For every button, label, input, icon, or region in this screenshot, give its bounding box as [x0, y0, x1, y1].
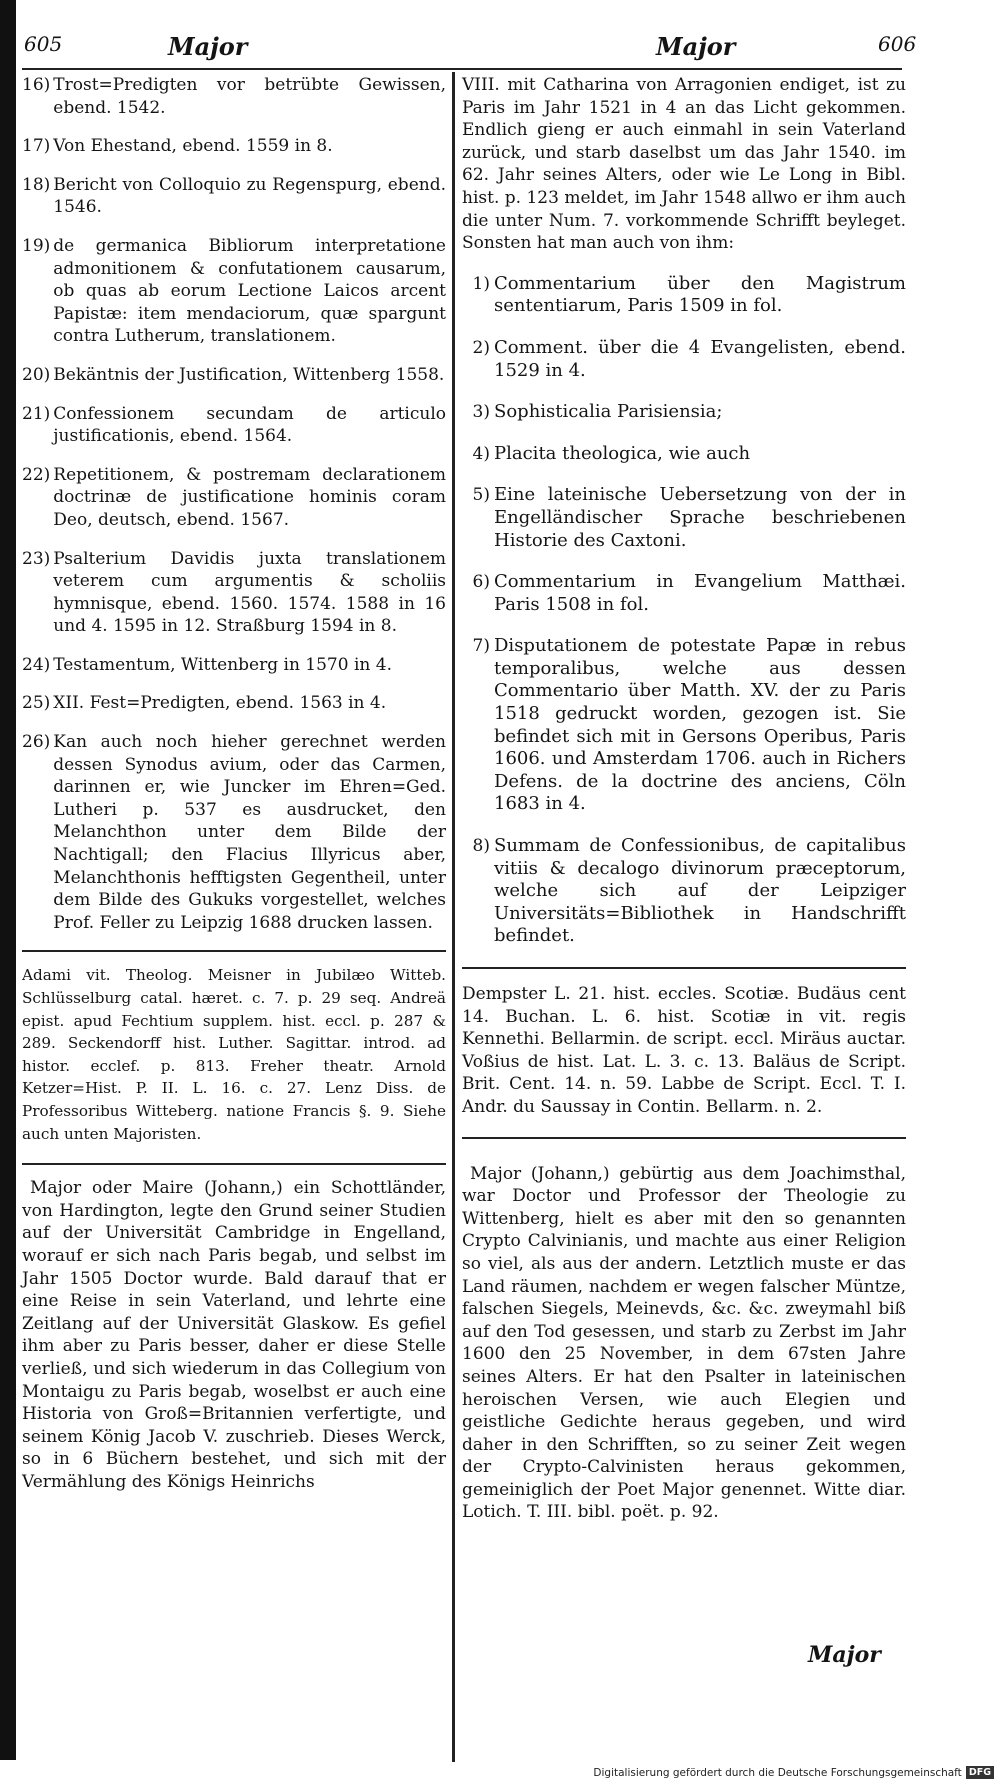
item-number: 4) [472, 443, 490, 464]
list-item [22, 74, 446, 119]
entry-continuation: VIII. mit Catharina von Arragonien endiget, ist zu Paris im Jahr 1521 in 4 an das Licht gekommen. Endlich gieng er auch einmahl in sein Vaterland zurück, und starb daselbst um das Jahr 1540. im 62. Jahr seines Alters, oder wie Le Long in Bibl. hist. p. 123 meldet, im Jahr 1548 allwo er ihm auch die unter Num. 7. vorkommende Schrifft beyleget. Sonsten hat man auch von ihm: [462, 75, 906, 254]
list-item [462, 337, 906, 382]
dfg-logo: DFG [966, 1766, 994, 1779]
item-number: 16) [22, 75, 51, 95]
references-right: Dempster L. 21. hist. eccles. Scotiæ. Budäus cent 14. Buchan. L. 6. hist. Scotiæ in vit. regis Kennethi. Bellarmin. de script. eccl. Miräus auctar. Voßius de hist. Lat. L. 3. c. 13. Baläus de Script. Brit. Cent. 14. n. 59. Labbe de Script. Eccl. T. I. Andr. du Saussay in Contin. Bellarm. n. 2. [462, 984, 906, 1117]
item-text: Sophisticalia Parisiensia; [494, 401, 723, 423]
item-text: Testamentum, Wittenberg in 1570 in 4. [53, 654, 392, 675]
section-rule [462, 967, 906, 969]
list-item [22, 174, 446, 219]
item-number: 1) [472, 273, 490, 294]
item-number: 26) [22, 732, 51, 753]
item-number: 6) [472, 572, 490, 593]
left-column [22, 74, 446, 1511]
list-item [22, 403, 446, 448]
right-column [462, 74, 906, 1542]
item-number: 23) [22, 548, 51, 569]
item-text: Von Ehestand, ebend. 1559 in 8. [53, 136, 333, 157]
list-item [22, 464, 446, 532]
list-item [22, 654, 446, 677]
item-text: Comment. über die 4 Evangelisten, ebend. 1529 in 4. [494, 336, 906, 381]
item-number: 2) [472, 337, 490, 358]
item-number: 7) [472, 636, 490, 657]
item-number: 25) [22, 693, 51, 714]
item-text: Commentarium in Evangelium Matthæi. Paris 1508 in fol. [494, 571, 906, 615]
item-text: Psalterium Davidis juxta translationem veterem cum argumentis & scholiis hymnisque, ebend. 1560. 1574. 1588 in 16 und 4. 1595 in 12. Straßburg 1594 in 8. [53, 548, 446, 637]
list-item [22, 235, 446, 348]
list-item [462, 273, 906, 318]
list-item [462, 835, 906, 948]
item-text: Placita theologica, wie auch [494, 442, 751, 464]
item-number: 19) [22, 235, 51, 256]
item-text: Trost=Predigten vor betrübte Gewissen, ebend. 1542. [53, 75, 446, 118]
list-item [462, 571, 906, 616]
item-number: 17) [22, 136, 51, 157]
list-item [462, 443, 906, 466]
catchword: Major [808, 1642, 881, 1668]
item-number: 3) [472, 402, 490, 423]
entry-major-johann-scot: Major oder Maire (Johann,) ein Schottländer, von Hardington, legte den Grund seiner Studien auf der Universität Cambridge in Engelland, worauf er sich nach Paris begab, und selbst im Jahr 1505 Doctor wurde. Bald darauf that er eine Reise in sein Vaterland, und lehrte eine Zeitlang auf der Universität Glaskow. Es gefiel ihm aber zu Paris besser, daher er diese Stelle verließ, und sich wiederum in das Collegium von Montaigu zu Paris begab, woselbst er auch eine Historia von Groß=Britannien verfertigte, und seinem König Jacob V. zuschrieb. Dieses Werck, so in 6 Büchern bestehet, und sich mit der Vermählung des Königs Heinrichs [22, 1178, 446, 1492]
list-item [22, 692, 446, 715]
item-number: 22) [22, 464, 51, 485]
page-number-right: 606 [878, 32, 917, 56]
item-text: Repetitionem, & postremam declarationem doctrinæ de justificatione hominis coram Deo, deutsch, ebend. 1567. [53, 464, 446, 530]
item-text: Commentarium über den Magistrum sententiarum, Paris 1509 in fol. [494, 272, 906, 317]
entry-major-johann-joachimsthal: Major (Johann,) gebürtig aus dem Joachimsthal, war Doctor und Professor der Theologie zu Wittenberg, hielt es aber mit den so genannten Crypto Calvinianis, und machte aus einer Religion so viel, als aus der andern. Letztlich muste er das Land räumen, nachdem er wegen falscher Müntze, falschen Siegels, Meinevds, &c. &c. zweymahl biß auf den Tod gesessen, und starb zu Zerbst im Jahr 1600 den 25 November, in dem 67sten Jahre seines Alters. Er hat den Psalter in lateinischen heroischen Versen, wie auch Elegien und geistliche Gedichte heraus gegeben, und wird daher in den Schrifften, so zu seiner Zeit wegen der Crypto-Calvinisten heraus gekommen, gemeiniglich der Poet Major genennet. Witte diar. Lotich. T. III. bibl. poët. p. 92. [462, 1163, 906, 1523]
section-rule [462, 1137, 906, 1139]
running-title-right: Major [656, 32, 736, 61]
section-rule [22, 1163, 446, 1165]
item-number: 24) [22, 654, 51, 675]
running-title-left: Major [168, 32, 248, 61]
section-rule [22, 950, 446, 952]
column-divider [452, 72, 455, 1762]
item-number: 21) [22, 403, 51, 424]
item-text: Disputationem de potestate Papæ in rebus temporalibus, welche aus dessen Commentario über Matth. XV. der zu Paris 1518 gedruckt worden, gezogen ist. Sie befindet sich mit in Gersons Operibus, Paris 1606. und Amsterdam 1706. auch in Richers Defens. de la doctrine des anciens, Cöln 1683 in 4. [494, 635, 906, 815]
footer-text: Digitalisierung gefördert durch die Deutsche Forschungsgemeinschaft [593, 1766, 962, 1779]
item-text: Summam de Confessionibus, de capitalibus vitiis & decalogo divinorum præceptorum, welche sich auf der Leipziger Universitäts=Bibliothek in Handschrifft befindet. [494, 835, 906, 947]
references-left: Adami vit. Theolog. Meisner in Jubilæo Witteb. Schlüsselburg catal. hæret. c. 7. p. 29 seq. Andreä epist. apud Fechtium supplem. hist. eccl. p. 287 & 289. Seckendorff hist. Luther. Sagittar. introd. ad histor. ecclef. p. 813. Freher theatr. Arnold Ketzer=Hist. P. II. L. 16. c. 27. Lenz Diss. de Professoribus Witteberg. natione Francis §. 9. Siehe auch unten Majoristen. [22, 966, 446, 1143]
list-item [462, 635, 906, 816]
item-text: de germanica Bibliorum interpretatione admonitionem & confutationem causarum, ob quas ab eorum Lectione Laicos arcent Papistæ: item mendaciorum, quæ spargunt contra Lutherum, translationem. [53, 235, 446, 347]
item-text: XII. Fest=Predigten, ebend. 1563 in 4. [53, 693, 387, 714]
item-text: Eine lateinische Uebersetzung von der in Engelländischer Sprache beschriebenen Historie des Caxtoni. [494, 484, 906, 551]
item-text: Bekäntnis der Justification, Wittenberg 1558. [53, 364, 445, 385]
scan-edge-shadow [0, 0, 16, 1760]
item-text: Bericht von Colloquio zu Regenspurg, ebend. 1546. [53, 174, 446, 218]
list-item [462, 484, 906, 552]
item-number: 8) [472, 836, 490, 857]
digitization-footer [593, 1766, 994, 1779]
item-number: 18) [22, 174, 51, 195]
list-item [22, 135, 446, 158]
list-item [462, 401, 906, 424]
list-item [22, 364, 446, 387]
item-number: 5) [472, 485, 490, 506]
list-item [22, 548, 446, 638]
list-item [22, 731, 446, 934]
item-text: Confessionem secundam de articulo justificationis, ebend. 1564. [53, 403, 446, 447]
page-number-left: 605 [24, 32, 63, 56]
item-text: Kan auch noch hieher gerechnet werden dessen Synodus avium, oder das Carmen, darinnen er, wie Juncker im Ehren=Ged. Lutheri p. 537 es ausdrucket, den Melanchthon unter dem Bilde der Nachtigall; den Flacius Illyricus aber, Melanchthonis hefftigsten Gegentheil, unter dem Bilde des Gukuks vorgestellet, welches Prof. Feller zu Leipzig 1688 drucken lassen. [53, 732, 446, 933]
header-rule [22, 68, 902, 70]
item-number: 20) [22, 364, 51, 385]
